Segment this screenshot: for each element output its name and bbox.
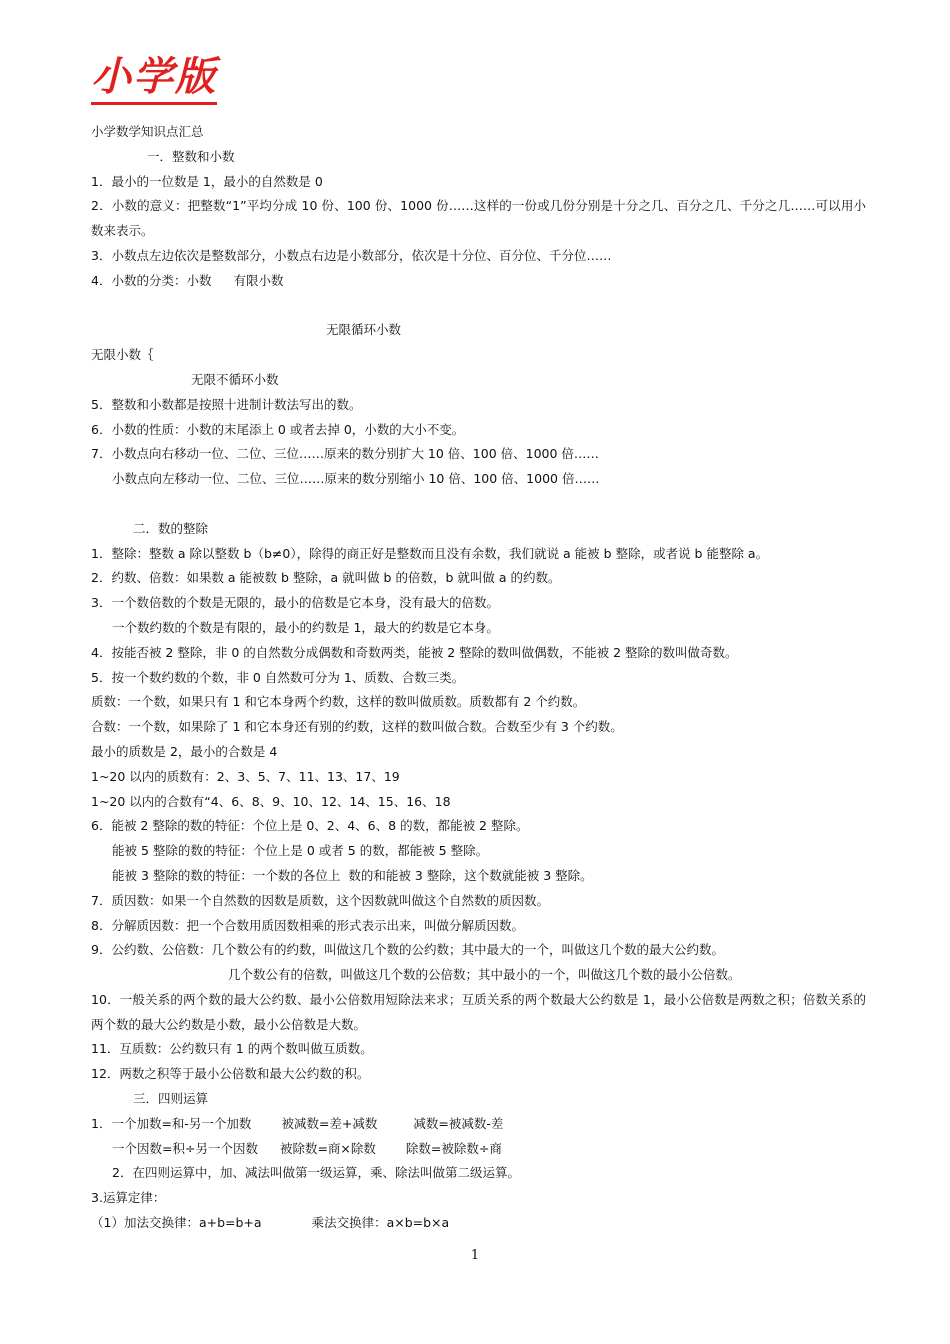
paragraph: 1~20 以内的质数有：2、3、5、7、11、13、17、19 — [91, 768, 400, 784]
paragraph: 5．整数和小数都是按照十进制计数法写出的数。 — [91, 396, 362, 412]
document-body — [91, 120, 866, 1236]
brand-title: 小学版 — [91, 52, 217, 105]
paragraph: 10．一般关系的两个数的最大公约数、最小公倍数用短除法来求；互质关系的两个数最大公约数是 1，最小公倍数是两数之积；倍数关系的两个数的最大公约数是小数，最小公倍数是大数。 — [91, 991, 866, 1032]
classification-repeating: 无限循环小数 — [326, 322, 402, 338]
classification-infinite: 无限小数｛ — [91, 347, 154, 363]
doc-title: 小学数学知识点汇总 — [91, 124, 204, 139]
paragraph: 1~20 以内的合数有“4、6、8、9、10、12、14、15、16、18 — [91, 793, 451, 809]
paragraph: 7．小数点向右移动一位、二位、三位……原来的数分别扩大 10 倍、100 倍、1000 倍…… — [91, 446, 599, 462]
paragraph: 9．公约数、公倍数：几个数公有的约数，叫做这几个数的公约数；其中最大的一个，叫做这几个数的最大公约数。 — [91, 942, 724, 958]
paragraph: 6．小数的性质：小数的末尾添上 0 或者去掉 0，小数的大小不变。 — [91, 421, 465, 437]
paragraph: 能被 5 整除的数的特征：个位上是 0 或者 5 的数，都能被 5 整除。 — [112, 843, 489, 859]
paragraph: 能被 3 整除的数的特征：一个数的各位上 数的和能被 3 整除，这个数就能被 3 整除。 — [112, 867, 593, 883]
paragraph: 7．质因数：如果一个自然数的因数是质数，这个因数就叫做这个自然数的质因数。 — [91, 892, 549, 908]
formula: 被除数=商×除数 — [279, 1140, 376, 1156]
paragraph: 5．按一个数约数的个数，非 0 自然数可分为 1、质数、合数三类。 — [91, 669, 465, 685]
classification-label: 4．小数的分类：小数 — [91, 272, 212, 288]
paragraph: 小数点向左移动一位、二位、三位……原来的数分别缩小 10 倍、100 倍、1000 倍…… — [112, 471, 600, 487]
formula: 一个因数=积÷另一个因数 — [112, 1140, 258, 1156]
page-header — [91, 52, 217, 105]
paragraph: 12．两数之积等于最小公倍数和最大公约数的积。 — [91, 1066, 370, 1082]
paragraph: 几个数公有的倍数，叫做这几个数的公倍数；其中最小的一个，叫做这几个数的最小公倍数。 — [228, 967, 741, 983]
paragraph: 2．在四则运算中，加、减法叫做第一级运算，乘、除法叫做第二级运算。 — [112, 1165, 520, 1181]
paragraph: 1．整除：整数 a 除以整数 b（b≠0），除得的商正好是整数而且没有余数，我们就说 a 能被 b 整除，或者说 b 能整除 a。 — [91, 545, 769, 561]
paragraph — [91, 269, 866, 294]
formula-row — [91, 1112, 866, 1137]
section-heading-3: 三．四则运算 — [133, 1091, 209, 1107]
classification-finite: 有限小数 — [233, 272, 284, 288]
section-heading-2: 二．数的整除 — [133, 520, 209, 536]
formula: 除数=被除数÷商 — [405, 1140, 502, 1156]
formula: （1）加法交换律：a+b=b+a — [91, 1215, 262, 1231]
paragraph: 最小的质数是 2，最小的合数是 4 — [91, 743, 278, 759]
paragraph: 11．互质数：公约数只有 1 的两个数叫做互质数。 — [91, 1041, 373, 1057]
paragraph: 3．一个数倍数的个数是无限的，最小的倍数是它本身，没有最大的倍数。 — [91, 595, 499, 611]
paragraph: 1．最小的一位数是 1，最小的自然数是 0 — [91, 173, 323, 189]
formula: 乘法交换律：a×b=b×a — [311, 1215, 450, 1231]
paragraph: 一个数约数的个数是有限的，最小的约数是 1，最大的约数是它本身。 — [112, 619, 499, 635]
formula-row — [91, 1137, 866, 1162]
paragraph: 6．能被 2 整除的数的特征：个位上是 0、2、4、6、8 的数，都能被 2 整除。 — [91, 818, 529, 834]
paragraph: 2．约数、倍数：如果数 a 能被数 b 整除，a 就叫做 b 的倍数，b 就叫做 a 的约数。 — [91, 570, 561, 586]
paragraph: 质数：一个数，如果只有 1 和它本身两个约数，这样的数叫做质数。质数都有 2 个约数。 — [91, 694, 586, 710]
page-number: 1 — [470, 1248, 480, 1263]
paragraph: 4．按能否被 2 整除，非 0 的自然数分成偶数和奇数两类，能被 2 整除的数叫做偶数，不能被 2 整除的数叫做奇数。 — [91, 644, 738, 660]
paragraph: 8．分解质因数：把一个合数用质因数相乘的形式表示出来，叫做分解质因数。 — [91, 917, 524, 933]
formula: 1．一个加数=和-另一个加数 — [91, 1115, 252, 1131]
paragraph: 3.运算定律： — [91, 1190, 166, 1206]
paragraph: 2．小数的意义：把整数“1”平均分成 10 份、100 份、1000 份……这样的一份或几份分别是十分之几、百分之几、千分之几……可以用小数来表示。 — [91, 198, 866, 239]
formula: 被减数=差+减数 — [281, 1115, 378, 1131]
paragraph: 合数：一个数，如果除了 1 和它本身还有别的约数，这样的数叫做合数。合数至少有 3 个约数。 — [91, 719, 623, 735]
formula: 减数=被减数-差 — [413, 1115, 504, 1131]
classification-nonrepeating: 无限不循环小数 — [191, 371, 279, 387]
formula-row — [91, 1211, 866, 1236]
section-heading-1: 一．整数和小数 — [147, 148, 235, 164]
paragraph: 3．小数点左边依次是整数部分，小数点右边是小数部分，依次是十分位、百分位、千分位…… — [91, 247, 612, 263]
